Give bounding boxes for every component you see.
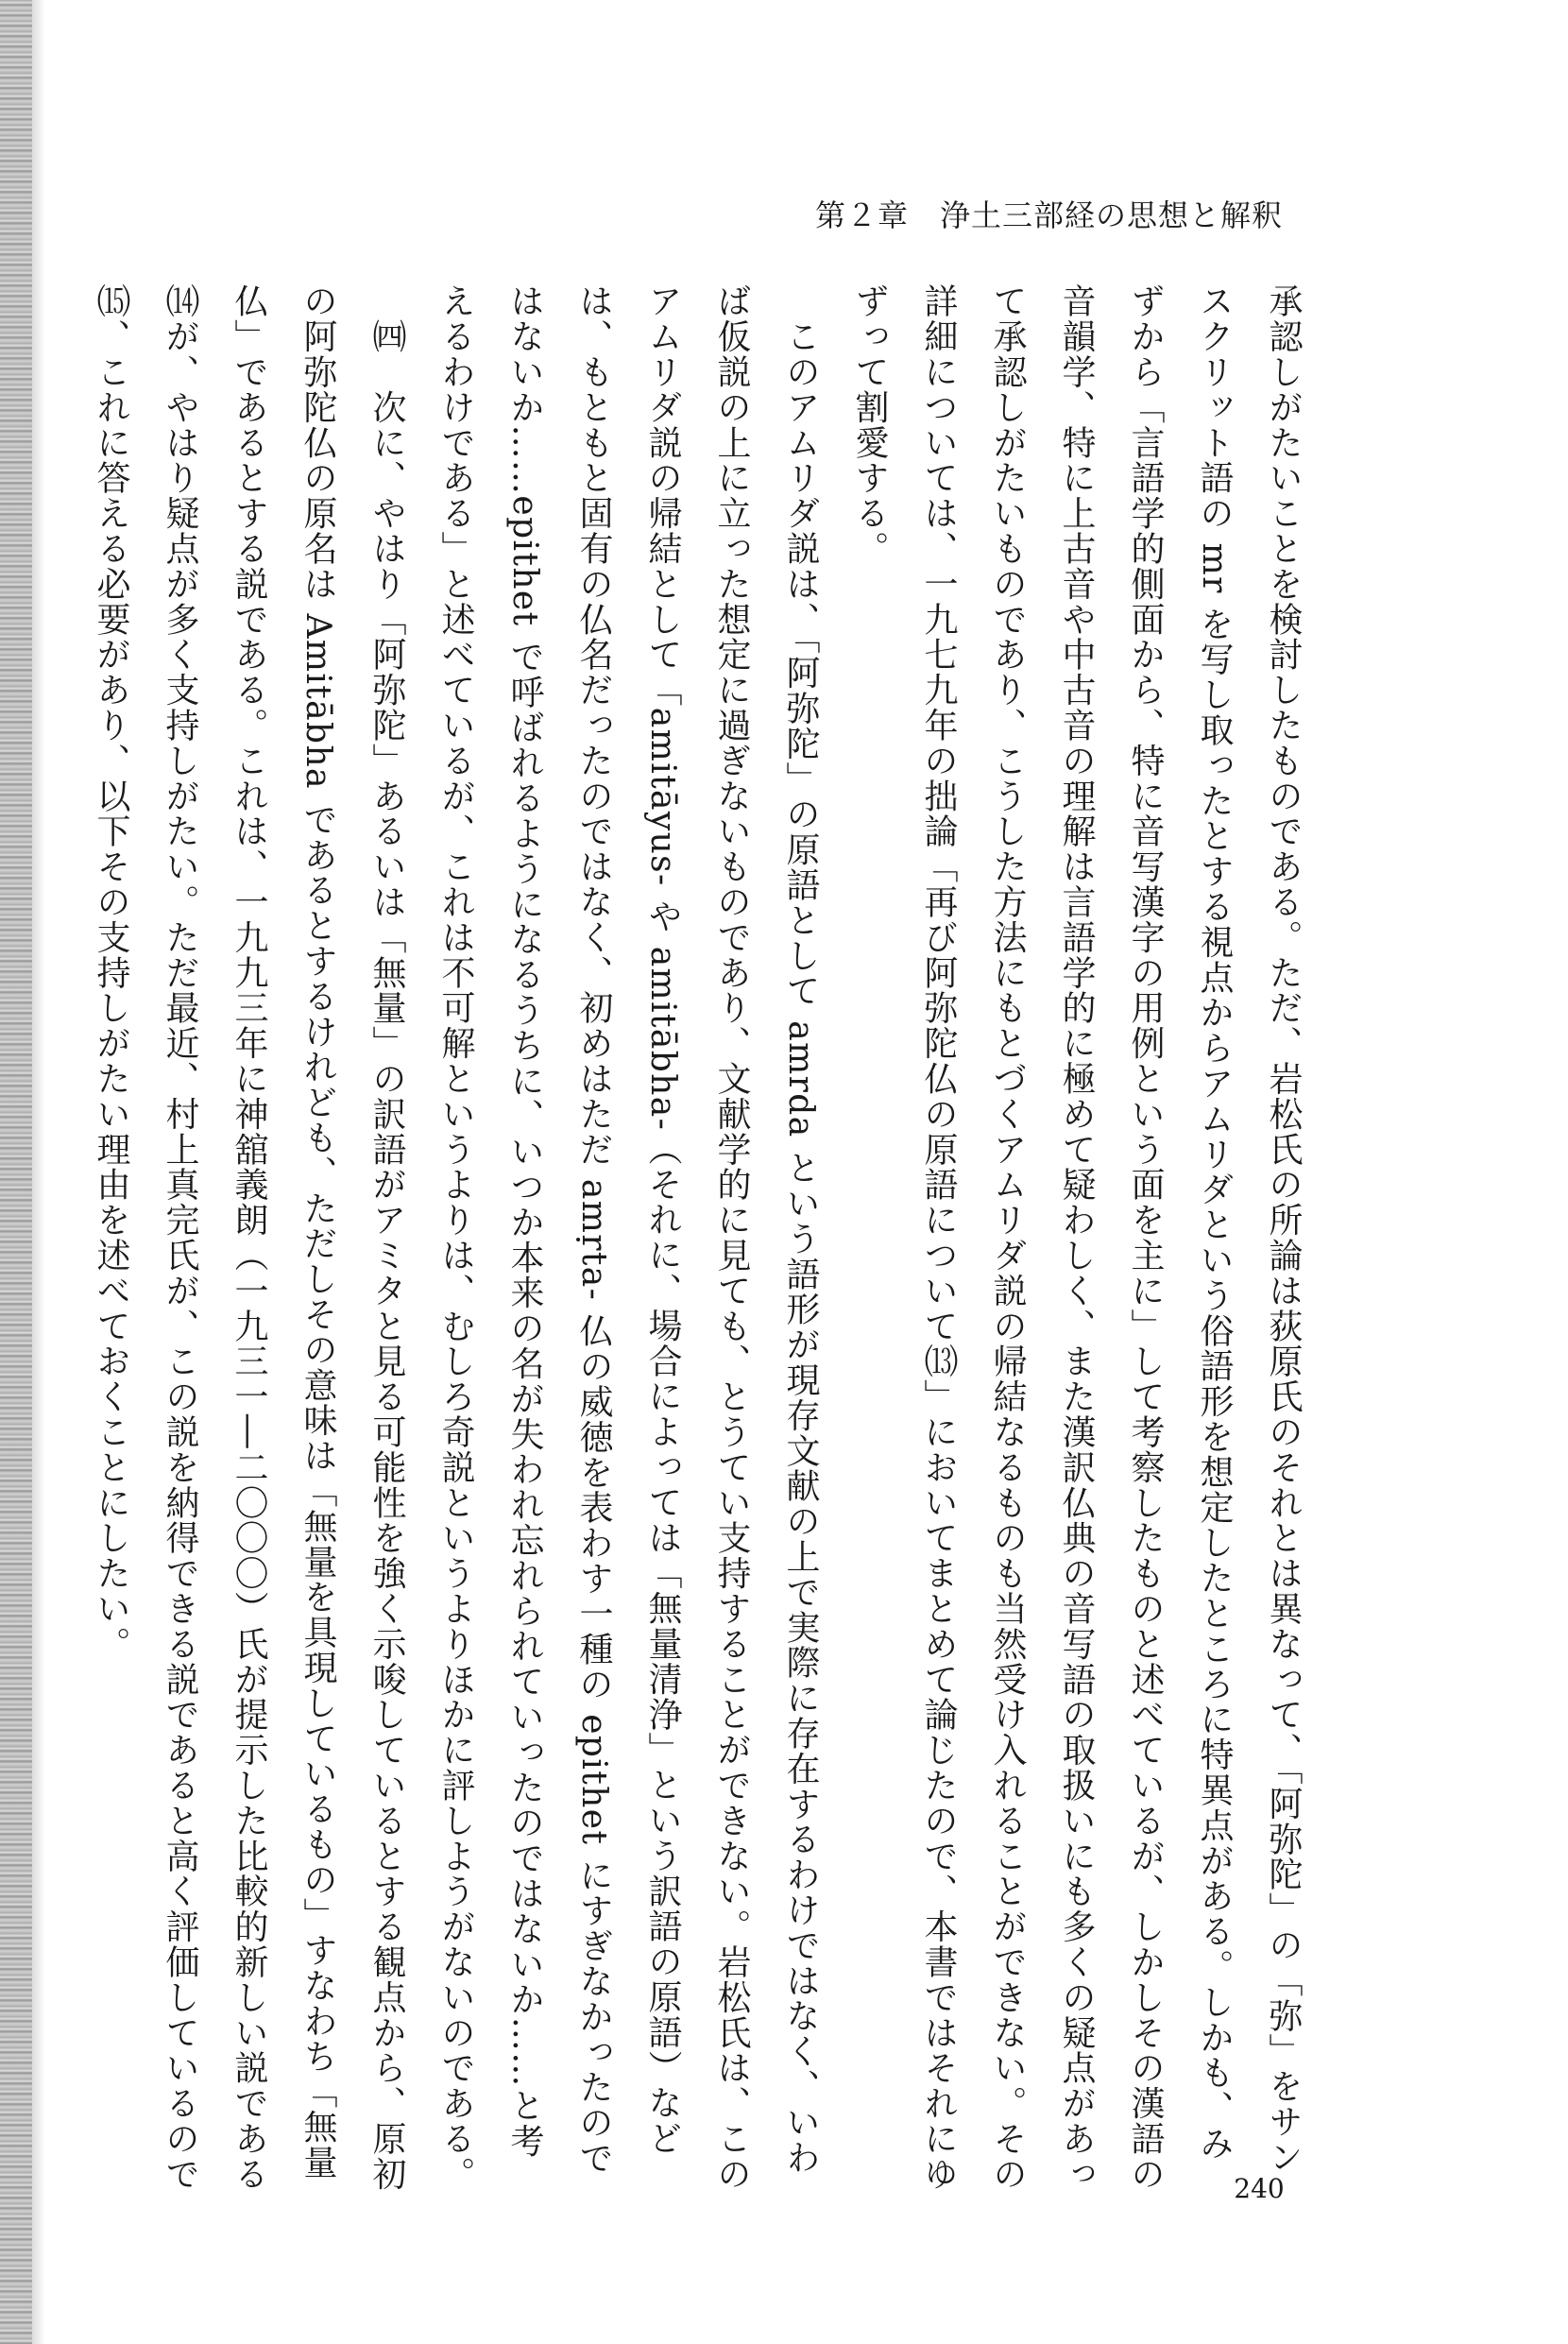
paragraph-3: ㈣ 次に、やはり「阿弥陀」あるいは「無量」の訳語がアミタと見る可能性を強く示唆しているとする観点から、原初の阿弥陀仏の原名は Amitābha であるとするけれども、ただしその意味は「無量を具現しているもの」すなわち「無量仏」であるとする説である。これは、一九九三年に神舘義朗（一九三一―二〇〇〇）氏が提示した比較的新しい説である⒁が、やはり疑点が多く支持しがたい。ただ最近、村上真完氏が、この説を納得できる説であると高く評価しているので⒂、これに答える必要があり、以下その支持しがたい理由を述べておくことにしたい。 [92, 283, 406, 2192]
paragraph-2: このアムリダ説は、「阿弥陀」の原語として amrda という語形が現存文献の上で実際に存在するわけではなく、いわば仮説の上に立った想定に過ぎないものであり、文献学的に見ても、とうてい支持することができない。岩松氏は、このアムリダ説の帰結として「amitāyus- や amitābha-（それに、場合によっては「無量清浄」という訳語の原語）などは、もともと固有の仏名だったのではなく、初めはただ amṛta- 仏の威徳を表わす一種の epithet にすぎなかったのではないか……epithet で呼ばれるようになるうちに、いつか本来の名が失われ忘れられていったのではないか……と考えるわけである」と述べているが、これは不可解というよりは、むしろ奇説というよりほかに評しようがないのである。 [436, 283, 820, 2192]
body-text [90, 283, 1318, 2192]
running-header: 第２章 浄土三部経の思想と解釈 [814, 197, 1283, 233]
scan-binding-edge [0, 0, 32, 2344]
paragraph-1: 承認しがたいことを検討したものである。ただ、岩松氏の所論は荻原氏のそれとは異なって、「阿弥陀」の「弥」をサンスクリット語の mr を写し取ったとする視点からアムリダという俗語形を想定したところに特異点がある。しかも、みずから「言語学的側面から、特に音写漢字の用例という面を主に」して考察したものと述べているが、しかしその漢語の音韻学、特に上古音や中古音の理解は言語学的に極めて疑わしく、また漢訳仏典の音写語の取扱いにも多くの疑点があって承認しがたいものであり、こうした方法にもとづくアムリダ説の帰結なるものも当然受け入れることができない。その詳細については、一九七九年の拙論「再び阿弥陀仏の原語について⒀」においてまとめて論じたので、本書ではそれにゆずって割愛する。 [850, 283, 1303, 2192]
page-number: 240 [1234, 2173, 1285, 2204]
